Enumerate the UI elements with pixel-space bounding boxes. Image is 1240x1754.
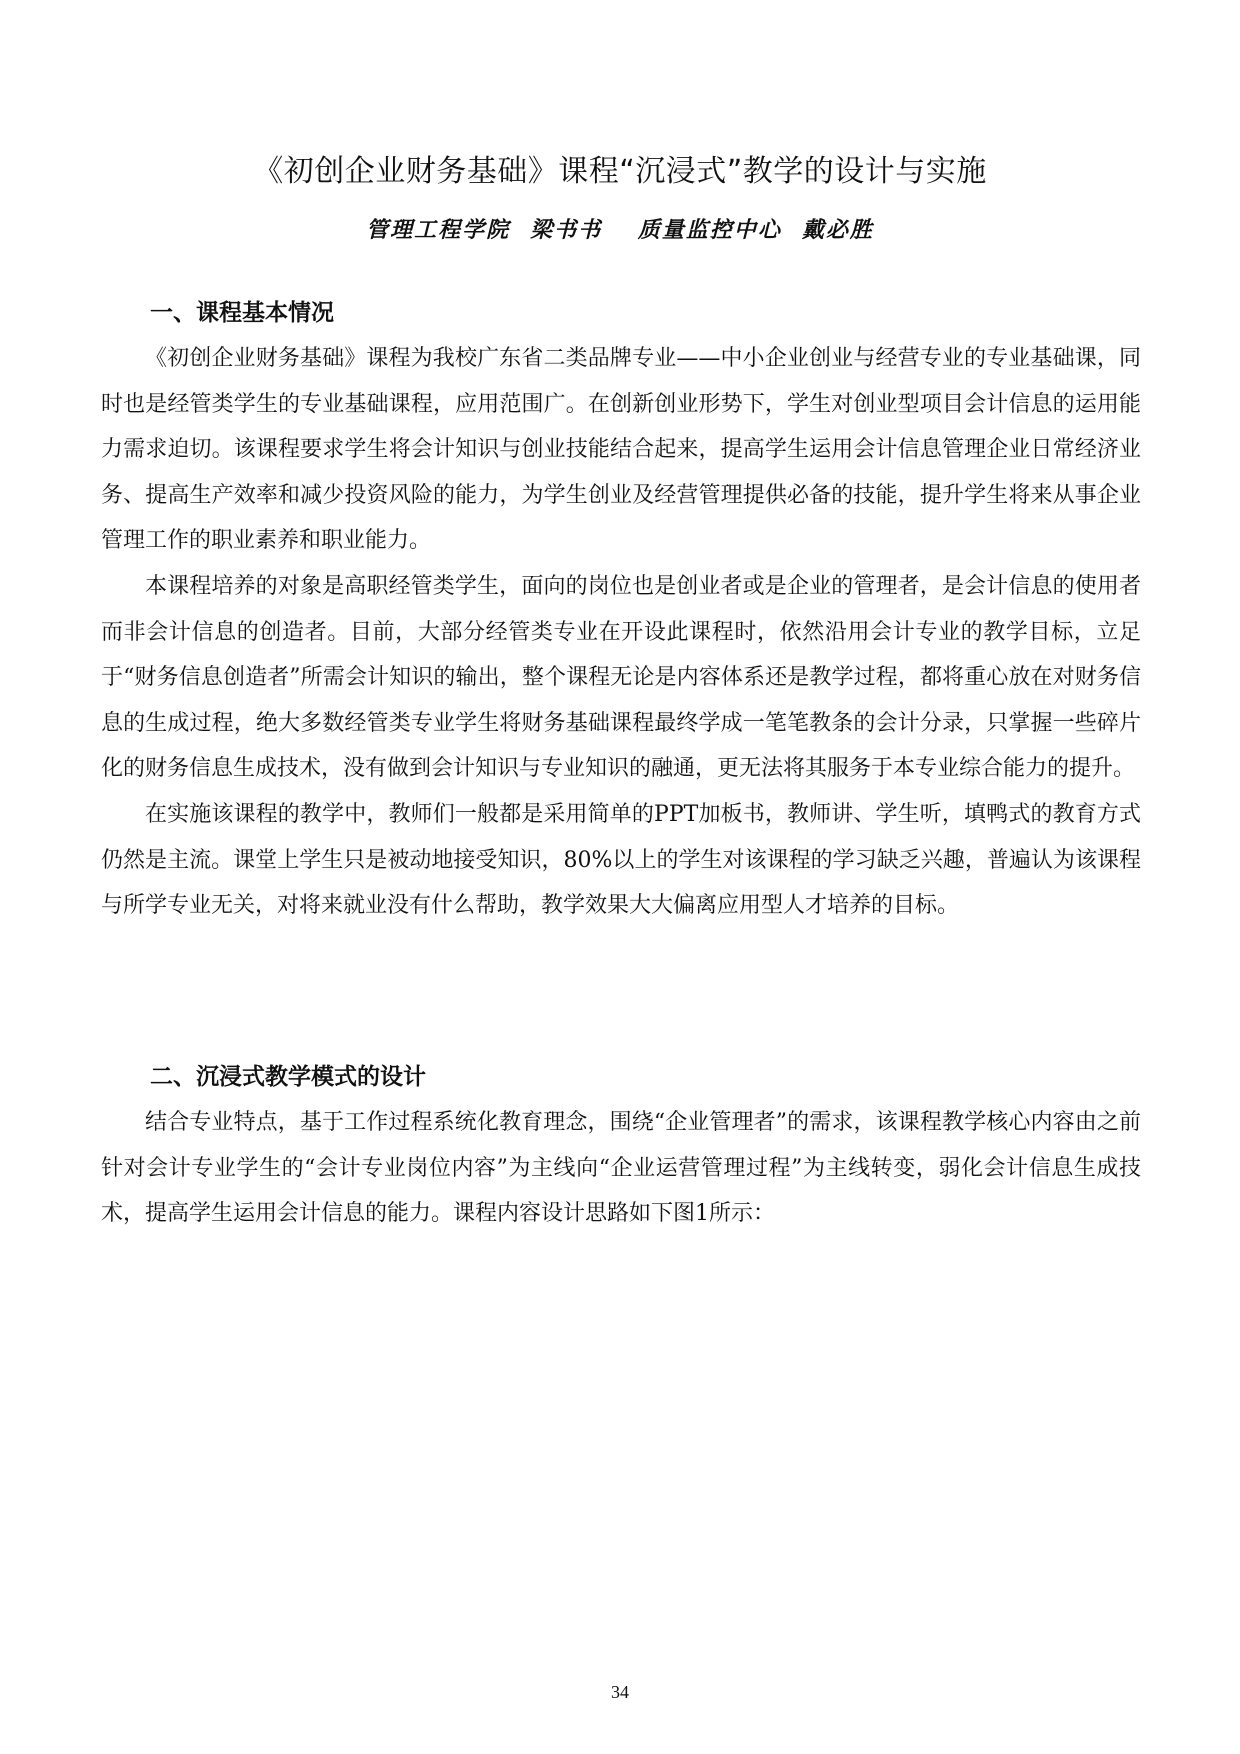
paragraph: 本课程培养的对象是高职经管类学生，面向的岗位也是创业者或是企业的管理者，是会计信息的使用者而非会计信息的创造者。目前，大部分经管类专业在开设此课程时，依然沿用会计专业的教学目标，立足于“财务信息创造者”所需会计知识的输出，整个课程无论是内容体系还是教学过程，都将重心放在对财务信息的生成过程，绝大多数经管类专业学生将财务基础课程最终学成一笔笔教条的会计分录，只掌握一些碎片化的财务信息生成技术，没有做到会计知识与专业知识的融通，更无法将其服务于本专业综合能力的提升。 [101,573,1141,782]
paragraph: 在实施该课程的教学中，教师们一般都是采用简单的PPT加板书，教师讲、学生听，填鸭式的教育方式仍然是主流。课堂上学生只是被动地接受知识，80%以上的学生对该课程的学习缺乏兴趣，普遍认为该课程与所学专业无关，对将来就业没有什么帮助，教学效果大大偏离应用型人才培养的目标。 [101,801,1141,919]
page-number: 34 [611,1682,629,1702]
author-affiliation-2: 质量监控中心 [637,217,782,243]
paragraph: 结合专业特点，基于工作过程系统化教育理念，围绕“企业管理者”的需求，该课程教学核心内容由之前针对会计专业学生的“会计专业岗位内容”为主线向“企业运营管理过程”为主线转变，弱化会计信息生成技术，提高学生运用会计信息的能力。课程内容设计思路如下图1所示： [101,1110,1141,1227]
section-heading-2: 二、沉浸式教学模式的设计 [150,1064,426,1090]
document-title: 《初创企业财务基础》课程“沉浸式”教学的设计与实施 [253,154,987,189]
section-heading-1: 一、课程基本情况 [150,300,334,326]
section-2-body [101,1100,1141,1237]
author-affiliation-1: 管理工程学院 [366,217,511,243]
paragraph: 《初创企业财务基础》课程为我校广东省二类品牌专业——中小企业创业与经营专业的专业基础课，同时也是经管类学生的专业基础课程，应用范围广。在创新创业形势下，学生对创业型项目会计信息的运用能力需求迫切。该课程要求学生将会计知识与创业技能结合起来，提高学生运用会计信息管理企业日常经济业务、提高生产效率和减少投资风险的能力，为学生创业及经营管理提供必备的技能，提升学生将来从事企业管理工作的职业素养和职业能力。 [101,346,1141,554]
author-name-1: 梁书书 [530,217,603,243]
section-1-body [101,336,1141,929]
author-line [100,214,1140,246]
author-name-2: 戴必胜 [801,217,874,243]
